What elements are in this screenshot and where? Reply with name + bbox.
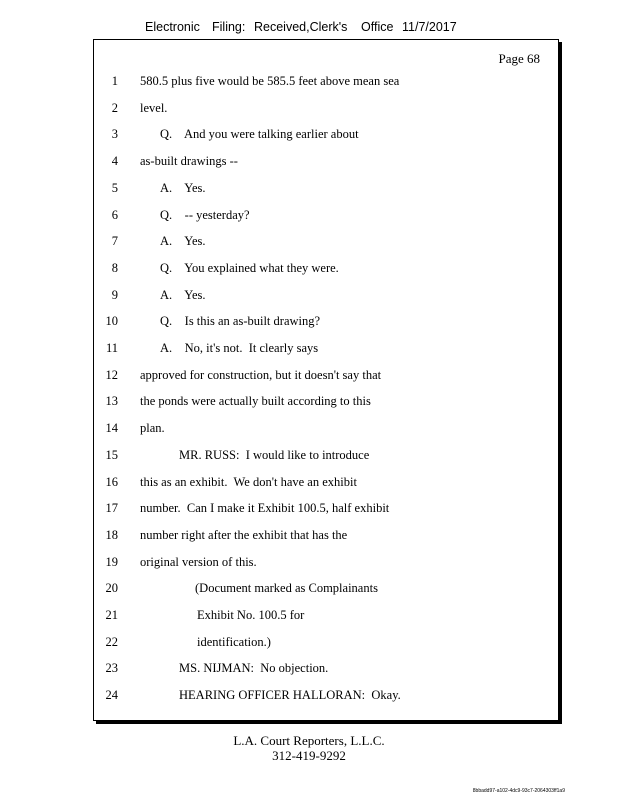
transcript-line — [94, 528, 558, 548]
line-number: 9 — [111, 287, 118, 302]
line-text: A. Yes. — [160, 234, 206, 249]
transcript-line — [94, 127, 558, 147]
line-number: 21 — [105, 608, 118, 622]
document-code: 8bbadd97-a102-4dc9-93c7-2064303ff1a9 — [472, 788, 565, 794]
transcript-line — [94, 288, 558, 308]
transcript-line — [94, 341, 558, 361]
transcript-line — [94, 234, 558, 254]
transcript-line — [94, 635, 558, 655]
page-number: Page 68 — [498, 51, 540, 66]
transcript-line — [94, 608, 558, 628]
line-number: 8 — [111, 260, 118, 275]
line-number: 1 — [111, 74, 118, 88]
transcript-line — [94, 181, 558, 201]
line-text: 580.5 plus five would be 585.5 feet above mean sea — [140, 74, 400, 88]
transcript-line — [94, 74, 558, 94]
line-text: Q. Is this an as-built drawing? — [160, 314, 321, 329]
line-text: plan. — [140, 421, 165, 436]
line-text: Q. You explained what they were. — [160, 260, 339, 275]
transcript-line — [94, 581, 558, 601]
line-number: 15 — [105, 447, 118, 462]
transcript-line — [94, 314, 558, 334]
line-number: 2 — [111, 100, 118, 115]
line-number: 7 — [111, 234, 118, 249]
transcript-line — [94, 475, 558, 495]
line-text: original version of this. — [140, 554, 257, 569]
transcript-line — [94, 421, 558, 441]
line-text: level. — [140, 100, 168, 115]
filing-header — [0, 20, 618, 38]
line-number: 20 — [105, 581, 118, 596]
transcript-line — [94, 261, 558, 281]
filing-word-electronic: Electronic — [145, 20, 200, 34]
line-number: 22 — [105, 634, 118, 649]
filing-word-filing: Filing: — [212, 20, 246, 34]
line-number: 14 — [105, 421, 118, 436]
line-number: 10 — [105, 314, 118, 329]
line-text: Q. -- yesterday? — [160, 207, 250, 222]
transcript-line — [94, 208, 558, 228]
transcript-line — [94, 448, 558, 468]
line-number: 11 — [105, 341, 118, 355]
filing-word-office: Office — [361, 20, 394, 34]
line-text: Q. And you were talking earlier about — [160, 127, 359, 142]
line-number: 24 — [105, 688, 118, 703]
transcript-line — [94, 555, 558, 575]
line-number: 16 — [105, 474, 118, 489]
line-number: 18 — [105, 527, 118, 542]
line-text: A. No, it's not. It clearly says — [160, 341, 319, 355]
footer-company: L.A. Court Reporters, L.L.C. — [233, 733, 385, 748]
transcript-line — [94, 661, 558, 681]
line-text: A. Yes. — [160, 287, 206, 302]
line-text: MR. RUSS: I would like to introduce — [179, 447, 370, 462]
line-text: number right after the exhibit that has the — [140, 527, 348, 542]
line-text: as-built drawings -- — [140, 154, 238, 169]
line-text: the ponds were actually built according to this — [140, 394, 371, 409]
line-text: number. Can I make it Exhibit 100.5, half exhibit — [140, 501, 390, 516]
line-text: A. Yes. — [160, 180, 206, 195]
line-text: Exhibit No. 100.5 for — [197, 608, 305, 622]
filing-date: 11/7/2017 — [402, 20, 457, 34]
line-number: 5 — [111, 180, 118, 195]
transcript-line — [94, 688, 558, 708]
footer-phone: 312-419-9292 — [272, 748, 346, 763]
transcript-line — [94, 154, 558, 174]
line-number: 6 — [111, 207, 118, 222]
line-number: 19 — [105, 554, 118, 569]
line-text: MS. NIJMAN: No objection. — [179, 661, 329, 676]
transcript-line — [94, 368, 558, 388]
line-text: identification.) — [197, 634, 271, 649]
line-number: 12 — [105, 367, 118, 382]
line-number: 4 — [111, 154, 118, 169]
filing-word-received-clerks: Received,Clerk's — [254, 20, 348, 34]
line-number: 13 — [105, 394, 118, 409]
line-number: 17 — [105, 501, 118, 516]
line-number: 23 — [105, 661, 118, 676]
line-number: 3 — [111, 127, 118, 142]
transcript-line — [94, 101, 558, 121]
transcript-line — [94, 394, 558, 414]
transcript-page — [93, 39, 559, 721]
line-text: approved for construction, but it doesn't say that — [140, 367, 382, 382]
transcript-line — [94, 501, 558, 521]
line-text: this as an exhibit. We don't have an exhibit — [140, 474, 357, 489]
line-text: (Document marked as Complainants — [195, 581, 378, 596]
line-text: HEARING OFFICER HALLORAN: Okay. — [179, 688, 401, 703]
